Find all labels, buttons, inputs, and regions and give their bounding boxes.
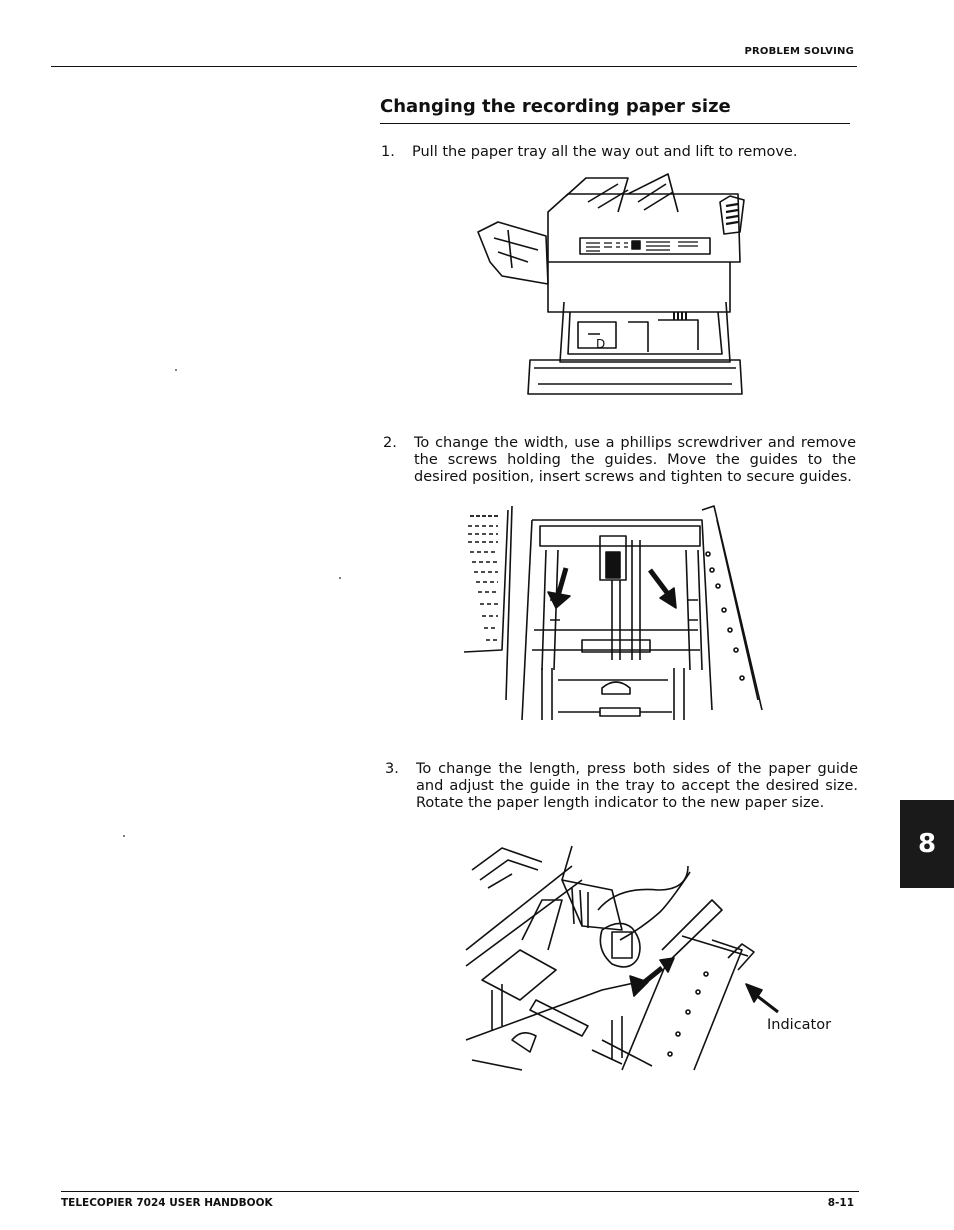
step-1	[381, 144, 861, 164]
svg-text:D: D	[596, 337, 606, 351]
step-text: To change the length, press both sides of the paper guide and adjust the guide in the tray to accept the desired size. Rotate the paper length indicator to the new paper size.	[416, 761, 858, 811]
indicator-callout-label: Indicator	[767, 1017, 832, 1033]
title-rule	[380, 123, 850, 124]
header-rule	[51, 66, 857, 67]
step-number: 1.	[381, 144, 395, 160]
scan-speck	[339, 577, 341, 579]
scan-speck	[175, 369, 177, 371]
step-text: To change the width, use a phillips screwdriver and remove the screws holding the guides. Move the guides to the desired position, insert screws and tighten to secure guides.	[414, 435, 856, 485]
scan-speck	[123, 835, 125, 837]
figure-width-guides	[462, 500, 767, 725]
step-number: 3.	[385, 761, 399, 777]
chapter-tab: 8	[900, 800, 954, 888]
section-title: Changing the recording paper size	[380, 96, 731, 117]
footer-handbook-title: TELECOPIER 7024 USER HANDBOOK	[61, 1197, 273, 1209]
step-number: 2.	[383, 435, 397, 451]
footer-page-number: 8-11	[827, 1197, 854, 1209]
figure-length-guide-hand	[462, 840, 802, 1075]
step-2	[383, 435, 858, 495]
step-3	[385, 761, 860, 821]
running-header: PROBLEM SOLVING	[744, 46, 854, 57]
figure-fax-machine-tray-removed	[468, 172, 748, 402]
footer-rule	[61, 1191, 859, 1192]
step-text: Pull the paper tray all the way out and lift to remove.	[412, 144, 798, 160]
